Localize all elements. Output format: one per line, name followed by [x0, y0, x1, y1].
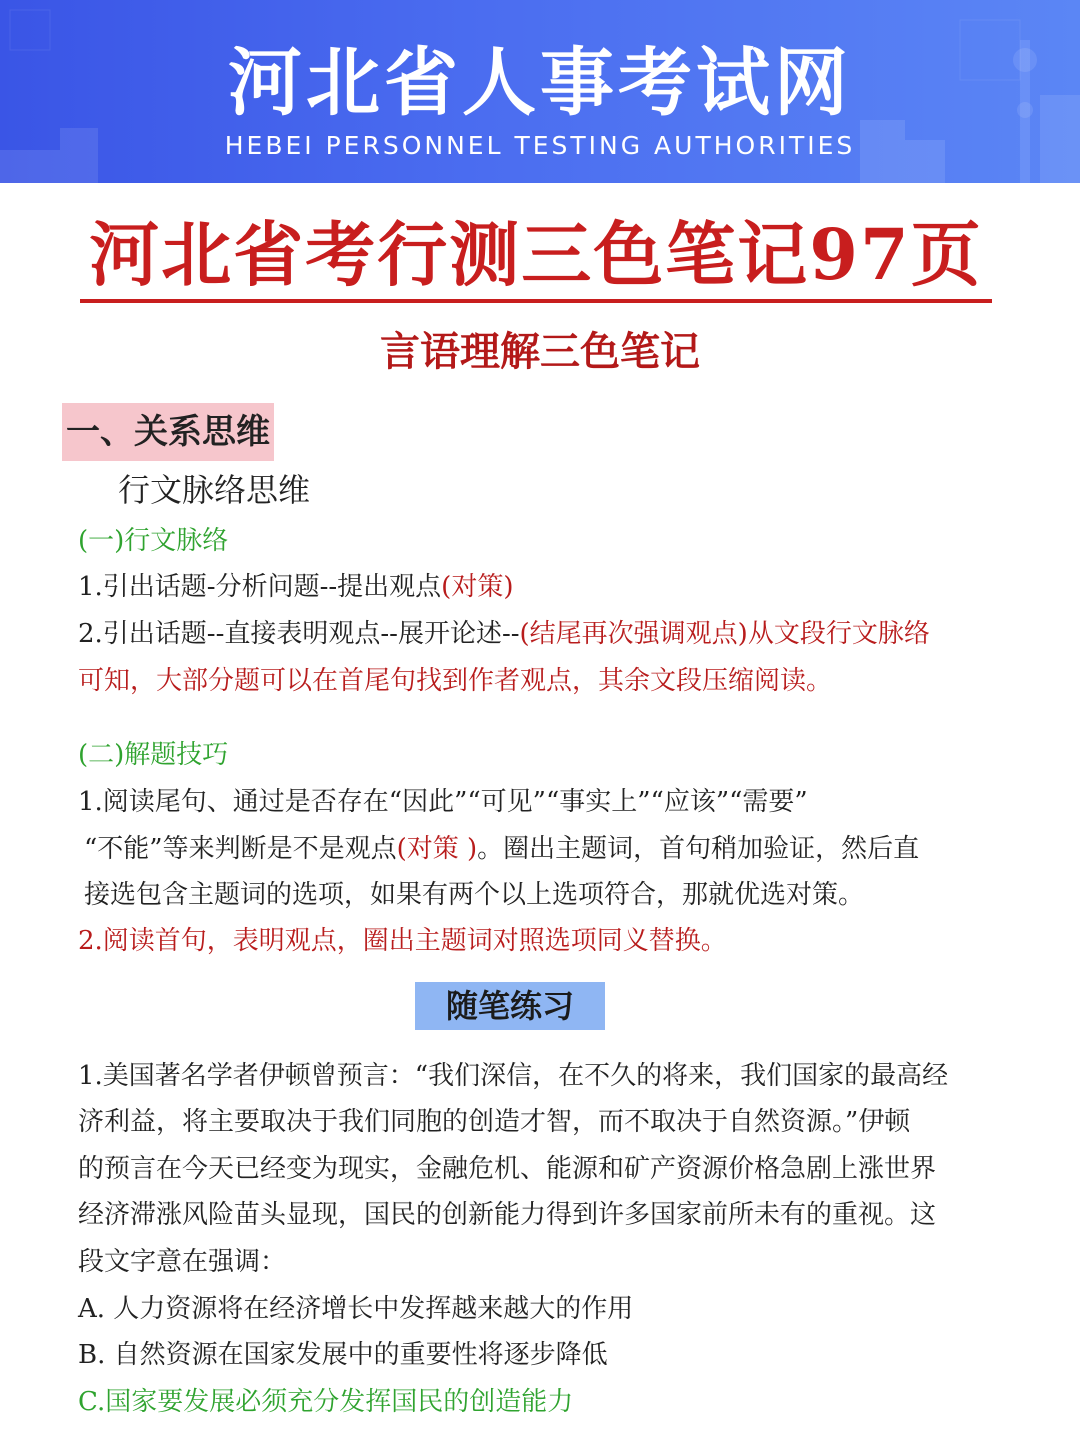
part2-item1-line3: 接选包含主题词的选项，如果有两个以上选项符合，那就优选对策。 — [84, 880, 865, 910]
option-c: C.国家要发展必须充分发挥国民的创造能力 — [78, 1387, 574, 1417]
part2-item1-text-b: 。圈出主题词，首句稍加验证，然后直 — [477, 834, 920, 864]
question-line: 的预言在今天已经变为现实，金融危机、能源和矿产资源价格急剧上涨世界 — [78, 1154, 937, 1184]
header-banner — [0, 0, 1080, 183]
question-line: 经济滞涨风险苗头显现，国民的创新能力得到许多国家前所未有的重视。这 — [78, 1200, 937, 1230]
question-line: 段文字意在强调： — [78, 1247, 287, 1277]
page-subtitle: 言语理解三色笔记 — [380, 328, 700, 375]
part1-item2-text: 2.引出话题--直接表明观点--展开论述-- — [78, 619, 520, 649]
part2-item1-text-a: “不能”等来判断是不是观点 — [84, 834, 397, 864]
part2-heading: (二)解题技巧 — [78, 740, 229, 770]
part2-item1-line1: 1.阅读尾句、通过是否存在“因此”“可见”“事实上”“应该”“需要” — [78, 787, 808, 817]
title-underline — [80, 299, 992, 303]
part2-item1-line2 — [84, 830, 919, 868]
practice-heading: 随笔练习 — [415, 982, 605, 1030]
option-b: B. 自然资源在国家发展中的重要性将逐步降低 — [78, 1340, 608, 1370]
section-heading: 一、关系思维 — [62, 403, 274, 461]
part1-heading: (一)行文脉络 — [78, 526, 229, 556]
option-a: A. 人力资源将在经济增长中发挥越来越大的作用 — [78, 1294, 634, 1324]
part2-item1-highlight: (对策 ) — [396, 834, 478, 864]
part1-item2-continued: 可知，大部分题可以在首尾句找到作者观点，其余文段压缩阅读。 — [78, 666, 833, 696]
site-title: 河北省人事考试网 — [228, 40, 852, 126]
part1-item1-text: 1.引出话题-分析问题--提出观点 — [78, 572, 442, 602]
page-title: 河北省考行测三色笔记97页 — [89, 213, 983, 296]
part1-item1-highlight: (对策) — [441, 572, 514, 602]
section-subheading: 行文脉络思维 — [118, 471, 311, 509]
part2-item2: 2.阅读首句，表明观点，圈出主题词对照选项同义替换。 — [78, 926, 727, 956]
part1-item2-highlight: (结尾再次强调观点)从文段行文脉络 — [519, 619, 930, 649]
part1-item1 — [78, 568, 513, 606]
site-subtitle: HEBEI PERSONNEL TESTING AUTHORITIES — [224, 131, 856, 160]
question-line: 济利益，将主要取决于我们同胞的创造才智，而不取决于自然资源。”伊顿 — [78, 1107, 911, 1137]
part1-item2 — [78, 615, 930, 653]
question-line: 1.美国著名学者伊顿曾预言：“我们深信，在不久的将来，我们国家的最高经 — [78, 1061, 949, 1091]
